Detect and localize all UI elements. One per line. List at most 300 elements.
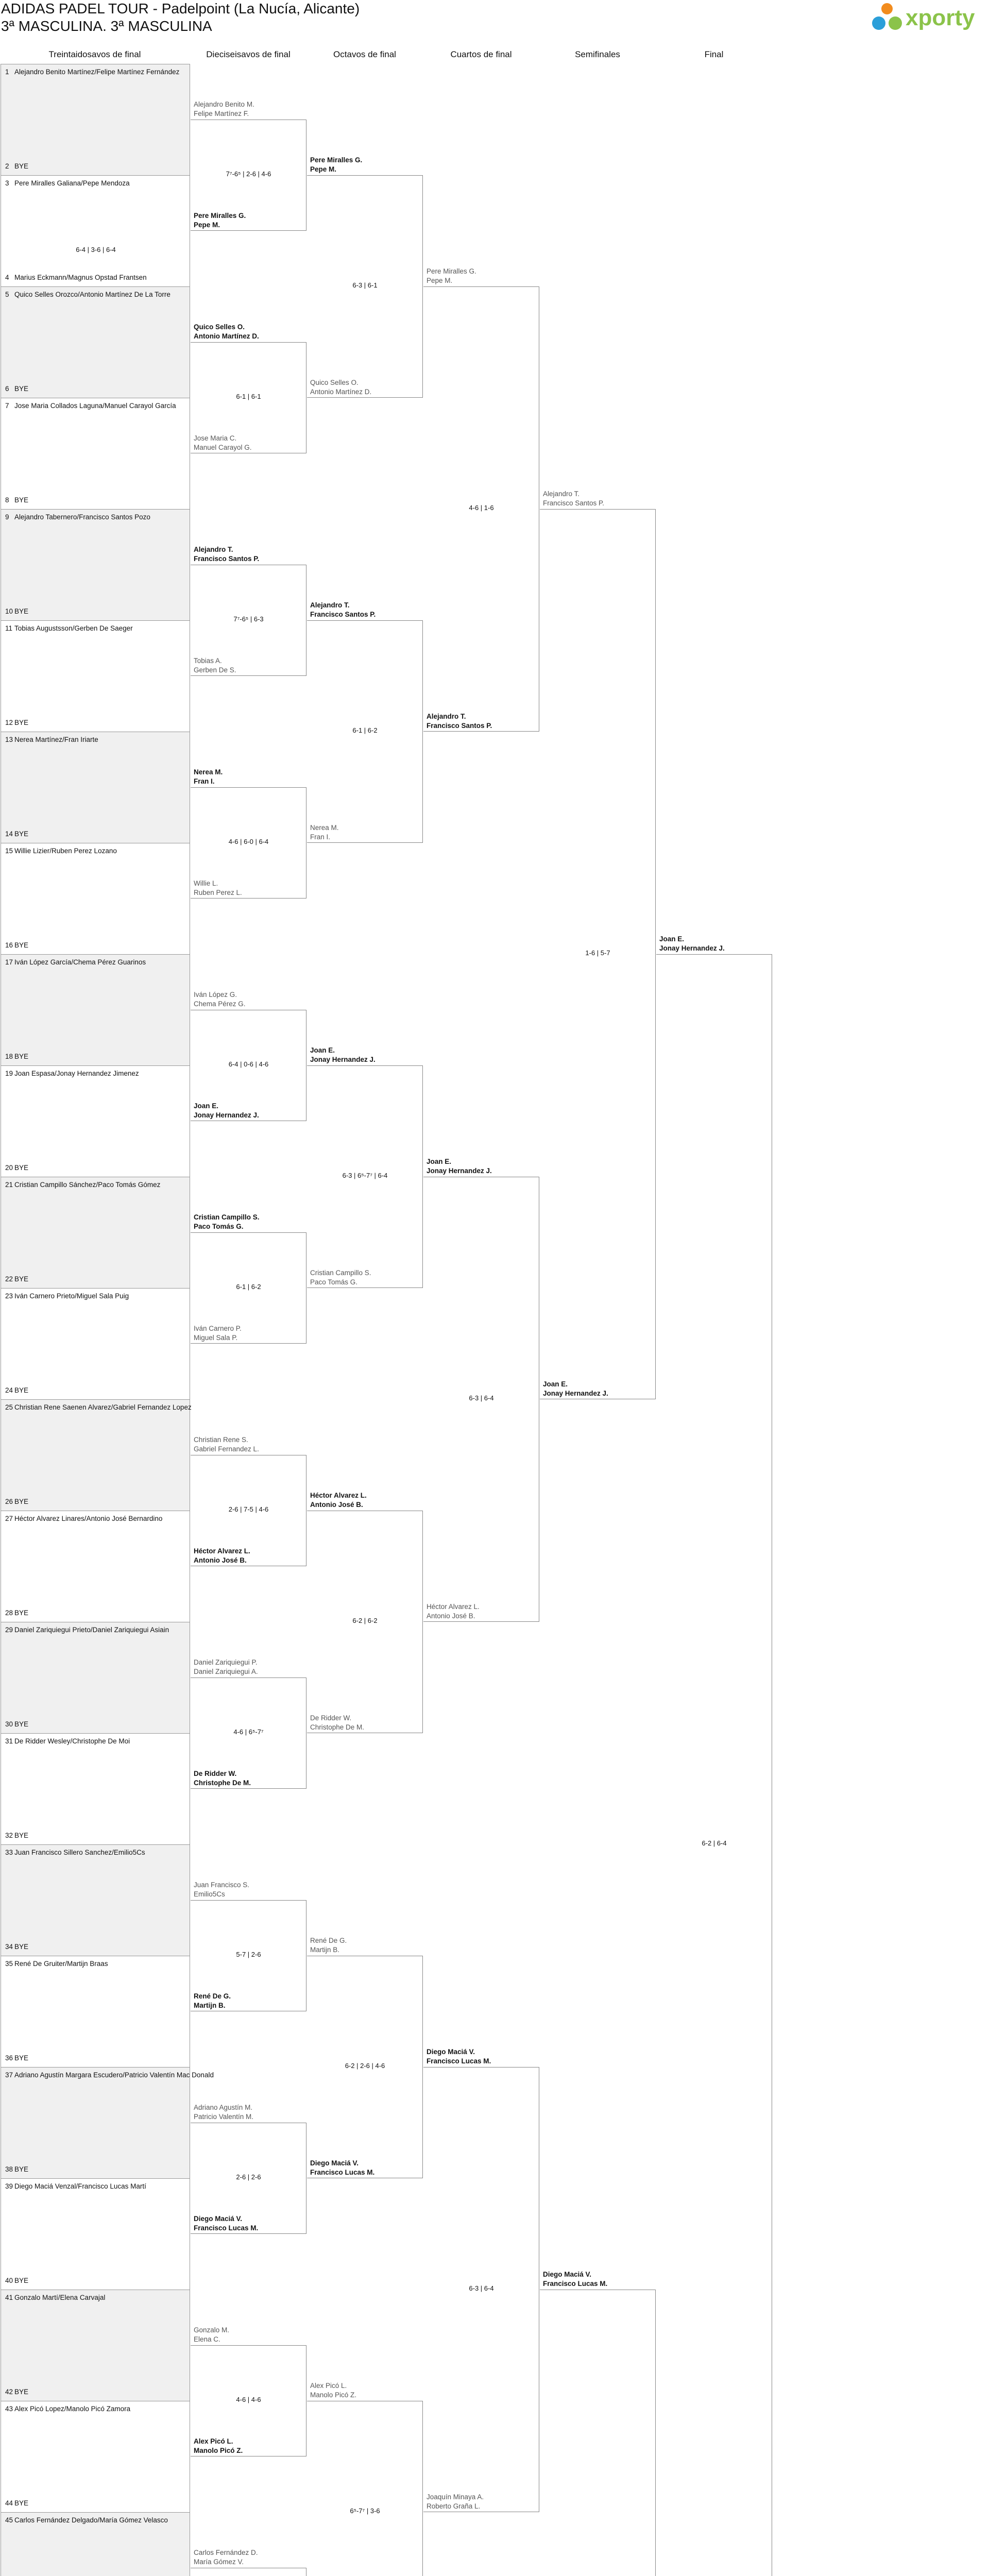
r1-match xyxy=(1,843,190,954)
team-name: Willie Lizier/Ruben Perez Lozano xyxy=(14,847,117,855)
seed-number: 37 xyxy=(5,2071,13,2079)
match-score: 1-6 | 5-7 xyxy=(585,949,610,957)
team-name: BYE xyxy=(14,1053,29,1060)
player-name: Carlos Fernández D. xyxy=(194,2549,258,2556)
column-header-5: Semifinales xyxy=(575,49,620,59)
r1-match xyxy=(1,2512,190,2576)
r1-player-slot[interactable] xyxy=(5,1609,188,1617)
match-score: 7⁷-6⁵ | 6-3 xyxy=(233,615,264,623)
match-score: 6-3 | 6-1 xyxy=(352,281,378,289)
r2-team-bot[interactable] xyxy=(194,1324,242,1343)
team-name: BYE xyxy=(14,496,29,504)
r1-player-slot[interactable] xyxy=(5,607,188,615)
r2-team-bot[interactable] xyxy=(194,1769,251,1788)
team-name: René De Gruiter/Martijn Braas xyxy=(14,1960,108,1968)
r1-player-slot[interactable] xyxy=(5,2277,188,2284)
r1-player-slot[interactable] xyxy=(5,1053,188,1060)
team-name: Iván Carnero Prieto/Miguel Sala Puig xyxy=(14,1292,129,1300)
column-header-1: Treintaidosavos de final xyxy=(48,49,141,59)
player-name: Christian Rene S. xyxy=(194,1436,248,1444)
player-name: Juan Francisco S. xyxy=(194,1881,250,1889)
player-name: Manolo Picó Z. xyxy=(310,2391,357,2399)
r1-match xyxy=(1,509,190,620)
match-score: 6-1 | 6-1 xyxy=(236,393,261,400)
team-name: Iván López García/Chema Pérez Guarinos xyxy=(14,958,146,966)
player-name: Paco Tomás G. xyxy=(310,1278,358,1286)
team-name: Carlos Fernández Delgado/María Gómez Velasco xyxy=(14,2516,168,2524)
team-name: Adriano Agustín Margara Escudero/Patricio Valentín Mac Donald xyxy=(14,2071,214,2079)
player-name: Daniel Zariquiegui A. xyxy=(194,1668,258,1675)
r2-team-bot[interactable] xyxy=(194,434,252,452)
seed-number: 33 xyxy=(5,1849,13,1856)
r1-player-slot[interactable] xyxy=(5,2182,188,2190)
match-score: 6-3 | 6-4 xyxy=(469,1394,494,1402)
match-score: 4-6 | 6⁵-7⁷ xyxy=(233,1728,264,1736)
r1-player-slot[interactable] xyxy=(5,958,188,966)
seed-number: 19 xyxy=(5,1070,13,1077)
player-name: Emilio5Cs xyxy=(194,1890,225,1898)
team-name: Alejandro Tabernero/Francisco Santos Pozo xyxy=(14,513,150,521)
r6-match-bracket xyxy=(656,954,772,2576)
seed-number: 39 xyxy=(5,2182,13,2190)
seed-number: 2 xyxy=(5,162,9,170)
team-name: BYE xyxy=(14,2277,29,2284)
r1-player-slot[interactable] xyxy=(5,1292,188,1300)
r1-player-slot[interactable] xyxy=(5,513,188,521)
r1-player-slot[interactable] xyxy=(5,847,188,855)
player-name: Pepe M. xyxy=(310,165,337,173)
r1-match xyxy=(1,1733,190,1844)
team-name: BYE xyxy=(14,2165,29,2173)
team-name: BYE xyxy=(14,607,29,615)
player-name: Daniel Zariquiegui P. xyxy=(194,1658,258,1666)
r2-team-top[interactable] xyxy=(194,2103,253,2122)
r3-team-top[interactable] xyxy=(310,156,362,174)
seed-number: 12 xyxy=(5,719,13,726)
team-name: Nerea Martínez/Fran Iriarte xyxy=(14,736,98,743)
player-name: Nerea M. xyxy=(310,824,339,832)
player-name: Francisco Santos P. xyxy=(194,555,260,563)
player-name: Francisco Lucas M. xyxy=(194,2224,259,2232)
r1-match xyxy=(1,732,190,843)
r2-team-bot[interactable] xyxy=(194,879,242,897)
r1-player-slot[interactable] xyxy=(5,496,188,504)
player-name: Joan E. xyxy=(427,1158,452,1165)
player-name: Gabriel Fernandez L. xyxy=(194,1445,259,1453)
column-header-2: Dieciseisavos de final xyxy=(206,49,291,59)
player-name: Manolo Picó Z. xyxy=(194,2447,243,2454)
r1-player-slot[interactable] xyxy=(5,1181,188,1189)
r1-player-slot[interactable] xyxy=(5,1515,188,1522)
seed-number: 4 xyxy=(5,274,9,281)
player-name: Joan E. xyxy=(543,1380,568,1388)
r1-player-slot[interactable] xyxy=(5,162,188,170)
seed-number: 8 xyxy=(5,496,9,504)
player-name: Felipe Martínez F. xyxy=(194,110,249,117)
match-score: 4-6 | 4-6 xyxy=(236,2396,261,2403)
seed-number: 42 xyxy=(5,2388,13,2396)
r5-match-bracket xyxy=(540,2290,656,2576)
r4-team-top[interactable] xyxy=(427,1157,492,1176)
r4-team-bot[interactable] xyxy=(427,1602,480,1621)
r1-player-slot[interactable] xyxy=(5,1849,188,1856)
r1-match xyxy=(1,1956,190,2067)
r1-player-slot[interactable] xyxy=(5,1737,188,1745)
player-name: Adriano Agustín M. xyxy=(194,2104,253,2111)
team-name: BYE xyxy=(14,830,29,838)
player-name: Diego Maciá V. xyxy=(310,2159,359,2167)
seed-number: 23 xyxy=(5,1292,13,1300)
r5-team-bot[interactable] xyxy=(543,1380,608,1398)
player-name: Jose Maria C. xyxy=(194,434,237,442)
r1-player-slot[interactable] xyxy=(5,1943,188,1951)
seed-number: 1 xyxy=(5,68,9,76)
player-name: Diego Maciá V. xyxy=(543,2270,592,2278)
r1-player-slot[interactable] xyxy=(5,1403,192,1411)
r4-team-bot[interactable] xyxy=(427,712,492,731)
team-name: BYE xyxy=(14,1943,29,1951)
r1-player-slot[interactable] xyxy=(5,2071,214,2079)
r3-team-top[interactable] xyxy=(310,2381,356,2400)
r3-team-bot[interactable] xyxy=(310,823,339,842)
page-subtitle: 3ª MASCULINA. 3ª MASCULINA xyxy=(1,18,212,34)
player-name: Chema Pérez G. xyxy=(194,1000,246,1008)
r4-team-top[interactable] xyxy=(427,2047,491,2066)
seed-number: 31 xyxy=(5,1737,13,1745)
player-name: Alex Picó L. xyxy=(194,2437,233,2445)
r1-player-slot[interactable] xyxy=(5,2165,188,2173)
player-name: Héctor Alvarez L. xyxy=(310,1492,367,1499)
match-score: 4-6 | 1-6 xyxy=(469,504,494,512)
player-name: Roberto Graña L. xyxy=(427,2502,481,2510)
r6-team-top[interactable] xyxy=(659,935,725,953)
r1-player-slot[interactable] xyxy=(5,1275,188,1283)
seed-number: 10 xyxy=(5,607,13,615)
seed-number: 17 xyxy=(5,958,13,966)
team-name: BYE xyxy=(14,2054,29,2062)
player-name: Francisco Santos P. xyxy=(543,499,605,507)
seed-number: 43 xyxy=(5,2405,13,2413)
player-name: Christophe De M. xyxy=(310,1723,365,1731)
r1-player-slot[interactable] xyxy=(5,1498,188,1505)
player-name: Diego Maciá V. xyxy=(194,2215,243,2223)
match-score: 6-3 | 6-4 xyxy=(469,2284,494,2292)
r5-team-top[interactable] xyxy=(543,489,604,508)
r2-team-top[interactable] xyxy=(194,323,259,341)
player-name: Christophe De M. xyxy=(194,1779,251,1787)
r1-player-slot[interactable] xyxy=(5,719,188,726)
player-name: Antonio José B. xyxy=(194,1556,247,1564)
player-name: Antonio José B. xyxy=(427,1612,475,1620)
player-name: Manuel Carayol G. xyxy=(194,444,252,451)
r1-player-slot[interactable] xyxy=(5,941,188,949)
player-name: Alejandro T. xyxy=(310,601,350,609)
player-name: Iván Carnero P. xyxy=(194,1325,242,1332)
r1-match xyxy=(1,398,190,509)
player-name: Miguel Sala P. xyxy=(194,1334,238,1342)
r2-team-top[interactable] xyxy=(194,990,246,1009)
r1-match xyxy=(1,2067,214,2178)
match-score: 6-3 | 6⁵-7⁷ | 6-4 xyxy=(342,1172,388,1179)
xporty-logo-icon xyxy=(872,2,986,36)
r2-team-top[interactable] xyxy=(194,1658,258,1676)
player-name: Jonay Hernandez J. xyxy=(427,1167,492,1175)
page-title: ADIDAS PADEL TOUR - Padelpoint (La Nucía, Alicante) xyxy=(1,1,360,16)
match-score: 4-6 | 6-0 | 6-4 xyxy=(228,838,269,845)
seed-number: 7 xyxy=(5,402,9,410)
r2-match-bracket xyxy=(191,2568,306,2576)
r2-team-top[interactable] xyxy=(194,545,259,564)
match-score: 6⁵-7⁷ | 3-6 xyxy=(350,2507,380,2515)
r4-team-top[interactable] xyxy=(427,267,476,285)
team-name: BYE xyxy=(14,1386,29,1394)
match-score: 7⁷-6⁵ | 2-6 | 4-6 xyxy=(226,170,271,178)
r1-player-slot[interactable] xyxy=(5,1720,188,1728)
xporty-logo[interactable] xyxy=(872,2,986,36)
team-name: BYE xyxy=(14,1498,29,1505)
seed-number: 27 xyxy=(5,1515,13,1522)
match-score: 6-1 | 6-2 xyxy=(236,1283,261,1291)
r4-team-bot[interactable] xyxy=(427,2493,484,2511)
team-name: BYE xyxy=(14,941,29,949)
r1-match xyxy=(1,1844,190,1956)
r2-team-bot[interactable] xyxy=(194,2437,243,2455)
column-header-3: Octavos de final xyxy=(333,49,396,59)
seed-number: 5 xyxy=(5,291,9,298)
player-name: Pepe M. xyxy=(427,277,453,284)
r1-player-slot[interactable] xyxy=(5,624,188,632)
r1-match xyxy=(1,1511,190,1622)
team-name: Tobias Augustsson/Gerben De Saeger xyxy=(14,624,133,632)
player-name: Quico Selles O. xyxy=(310,379,359,386)
logo-text: xporty xyxy=(906,5,975,30)
player-name: Joan E. xyxy=(659,935,685,943)
r2-team-bot[interactable] xyxy=(194,2214,258,2233)
team-name: Daniel Zariquiegui Prieto/Daniel Zariquiegui Asiain xyxy=(14,1626,169,1634)
player-name: Francisco Santos P. xyxy=(427,722,492,730)
player-name: Joan E. xyxy=(194,1102,219,1110)
r1-player-slot[interactable] xyxy=(5,2499,188,2507)
team-name: Marius Eckmann/Magnus Opstad Frantsen xyxy=(14,274,147,281)
team-name: BYE xyxy=(14,1720,29,1728)
r1-player-slot[interactable] xyxy=(5,274,188,281)
team-name: Cristian Campillo Sánchez/Paco Tomás Gómez xyxy=(14,1181,161,1189)
seed-number: 45 xyxy=(5,2516,13,2524)
player-name: Jonay Hernandez J. xyxy=(310,1056,376,1063)
r2-team-top[interactable] xyxy=(194,2326,229,2344)
r1-player-slot[interactable] xyxy=(5,1626,188,1634)
seed-number: 32 xyxy=(5,1832,13,1839)
r1-player-slot[interactable] xyxy=(5,2405,188,2413)
r1-player-slot[interactable] xyxy=(5,1960,188,1968)
player-name: Héctor Alvarez L. xyxy=(427,1603,480,1611)
player-name: Francisco Santos P. xyxy=(310,611,376,618)
r2-team-bot[interactable] xyxy=(194,656,236,675)
player-name: Alejandro Benito M. xyxy=(194,100,254,108)
player-name: Jonay Hernandez J. xyxy=(659,944,725,952)
seed-number: 15 xyxy=(5,847,13,855)
player-name: Willie L. xyxy=(194,879,218,887)
seed-number: 13 xyxy=(5,736,13,743)
player-name: Alejandro T. xyxy=(427,713,466,720)
player-name: Quico Selles O. xyxy=(194,323,245,331)
player-name: Pere Miralles G. xyxy=(310,156,363,164)
player-name: Antonio Martínez D. xyxy=(194,332,259,340)
seed-number: 40 xyxy=(5,2277,13,2284)
match-score: 6-1 | 6-2 xyxy=(352,726,378,734)
player-name: Ruben Perez L. xyxy=(194,889,242,896)
seed-number: 18 xyxy=(5,1053,13,1060)
r1-match xyxy=(1,2290,190,2401)
player-name: Tobias A. xyxy=(194,657,222,665)
match-score: 2-6 | 2-6 xyxy=(236,2173,261,2181)
team-name: Alex Picó Lopez/Manolo Picó Zamora xyxy=(14,2405,131,2413)
player-name: Antonio Martínez D. xyxy=(310,388,372,396)
player-name: Iván López G. xyxy=(194,991,237,998)
player-name: Alejandro T. xyxy=(543,490,580,498)
seed-number: 9 xyxy=(5,513,9,521)
team-name: Joan Espasa/Jonay Hernandez Jimenez xyxy=(14,1070,139,1077)
r2-team-top[interactable] xyxy=(194,1213,260,1231)
team-name: BYE xyxy=(14,385,29,393)
match-score: 2-6 | 7-5 | 4-6 xyxy=(228,1505,269,1513)
player-name: Patricio Valentín M. xyxy=(194,2113,254,2121)
seed-number: 14 xyxy=(5,830,13,838)
seed-number: 24 xyxy=(5,1386,13,1394)
r1-player-slot[interactable] xyxy=(5,1164,188,1172)
player-name: Pere Miralles G. xyxy=(194,212,246,219)
player-name: Alex Picó L. xyxy=(310,2382,347,2389)
r2-team-bot[interactable] xyxy=(194,1547,250,1565)
r2-team-bot[interactable] xyxy=(194,211,246,230)
seed-number: 38 xyxy=(5,2165,13,2173)
r3-team-bot[interactable] xyxy=(310,1268,371,1287)
r1-player-slot[interactable] xyxy=(5,385,188,393)
r1-match xyxy=(1,175,190,286)
r3-team-top[interactable] xyxy=(310,601,376,619)
team-name: Diego Maciá Venzal/Francisco Lucas Martí xyxy=(14,2182,146,2190)
team-name: De Ridder Wesley/Christophe De Moi xyxy=(14,1737,130,1745)
match-score: 6-2 | 2-6 | 4-6 xyxy=(345,2062,385,2070)
team-name: BYE xyxy=(14,1832,29,1839)
player-name: Paco Tomás G. xyxy=(194,1223,244,1230)
team-name: BYE xyxy=(14,162,29,170)
r1-match xyxy=(1,1399,190,1511)
seed-number: 3 xyxy=(5,179,9,187)
player-name: Elena C. xyxy=(194,2335,220,2343)
player-name: Cristian Campillo S. xyxy=(194,1213,260,1221)
r3-team-top[interactable] xyxy=(310,1936,347,1955)
r3-match-bracket xyxy=(307,2401,423,2576)
r3-team-top[interactable] xyxy=(310,1491,367,1510)
r1-player-slot[interactable] xyxy=(5,179,188,187)
player-name: Alejandro T. xyxy=(194,546,233,553)
r1-player-slot[interactable] xyxy=(5,2516,188,2524)
player-name: Fran I. xyxy=(194,777,215,785)
seed-number: 22 xyxy=(5,1275,13,1283)
seed-number: 34 xyxy=(5,1943,13,1951)
r1-match xyxy=(1,1065,190,1177)
r1-player-slot[interactable] xyxy=(5,1386,188,1394)
team-name: Christian Rene Saenen Alvarez/Gabriel Fernandez Lopez xyxy=(14,1403,192,1411)
player-name: René De G. xyxy=(194,1992,231,2000)
team-name: BYE xyxy=(14,1164,29,1172)
r2-team-top[interactable] xyxy=(194,2548,258,2567)
r1-match xyxy=(1,2178,190,2290)
player-name: Francisco Lucas M. xyxy=(310,2168,375,2176)
r1-player-slot[interactable] xyxy=(5,736,188,743)
player-name: Cristian Campillo S. xyxy=(310,1269,371,1277)
r5-team-top[interactable] xyxy=(543,2270,607,2289)
team-name: BYE xyxy=(14,2499,29,2507)
r1-player-slot[interactable] xyxy=(5,402,188,410)
r1-player-slot[interactable] xyxy=(5,68,188,76)
r2-team-top[interactable] xyxy=(194,1435,259,1454)
r1-match xyxy=(1,64,190,175)
seed-number: 36 xyxy=(5,2054,13,2062)
r3-team-bot[interactable] xyxy=(310,378,371,397)
player-name: Gerben De S. xyxy=(194,666,236,674)
team-name: BYE xyxy=(14,1275,29,1283)
r1-player-slot[interactable] xyxy=(5,1070,188,1077)
r2-team-bot[interactable] xyxy=(194,1101,259,1120)
match-score: 6-4 | 3-6 | 6-4 xyxy=(76,246,116,253)
seed-number: 28 xyxy=(5,1609,13,1617)
r1-match xyxy=(1,954,190,1065)
player-name: Pere Miralles G. xyxy=(427,267,476,275)
r3-team-top[interactable] xyxy=(310,1046,376,1064)
r2-team-top[interactable] xyxy=(194,100,254,118)
r3-team-bot[interactable] xyxy=(310,2159,374,2177)
r2-team-top[interactable] xyxy=(194,768,223,786)
player-name: Nerea M. xyxy=(194,768,223,776)
r1-player-slot[interactable] xyxy=(5,2054,188,2062)
seed-number: 35 xyxy=(5,1960,13,1968)
player-name: Martijn B. xyxy=(194,2002,226,2009)
column-header-4: Cuartos de final xyxy=(450,49,512,59)
r2-team-bot[interactable] xyxy=(194,1992,231,2010)
team-name: BYE xyxy=(14,719,29,726)
r1-player-slot[interactable] xyxy=(5,2294,188,2301)
team-name: Jose Maria Collados Laguna/Manuel Carayol García xyxy=(14,402,176,410)
player-name: De Ridder W. xyxy=(310,1714,352,1722)
player-name: Martijn B. xyxy=(310,1946,340,1954)
r1-player-slot[interactable] xyxy=(5,291,188,298)
team-name: Pere Miralles Galiana/Pepe Mendoza xyxy=(14,179,130,187)
r1-match xyxy=(1,286,190,398)
r1-player-slot[interactable] xyxy=(5,2388,188,2396)
r3-team-bot[interactable] xyxy=(310,1714,364,1732)
team-name: Juan Francisco Sillero Sanchez/Emilio5Cs xyxy=(14,1849,145,1856)
match-score: 5-7 | 2-6 xyxy=(236,1951,261,1958)
seed-number: 25 xyxy=(5,1403,13,1411)
seed-number: 41 xyxy=(5,2294,13,2301)
match-score: 6-4 | 0-6 | 4-6 xyxy=(228,1060,269,1068)
match-score: 6-2 | 6-4 xyxy=(702,1839,727,1847)
player-name: Héctor Alvarez L. xyxy=(194,1547,250,1555)
r1-player-slot[interactable] xyxy=(5,830,188,838)
player-name: Pepe M. xyxy=(194,221,220,229)
team-name: BYE xyxy=(14,1609,29,1617)
r2-team-top[interactable] xyxy=(194,1880,249,1899)
seed-number: 44 xyxy=(5,2499,13,2507)
player-name: Joaquín Minaya A. xyxy=(427,2493,484,2501)
r1-player-slot[interactable] xyxy=(5,1832,188,1839)
player-name: Gonzalo M. xyxy=(194,2326,230,2334)
player-name: Fran I. xyxy=(310,833,331,841)
team-name: Alejandro Benito Martínez/Felipe Martínez Fernández xyxy=(14,68,180,76)
match-score: 6-2 | 6-2 xyxy=(352,1617,378,1624)
